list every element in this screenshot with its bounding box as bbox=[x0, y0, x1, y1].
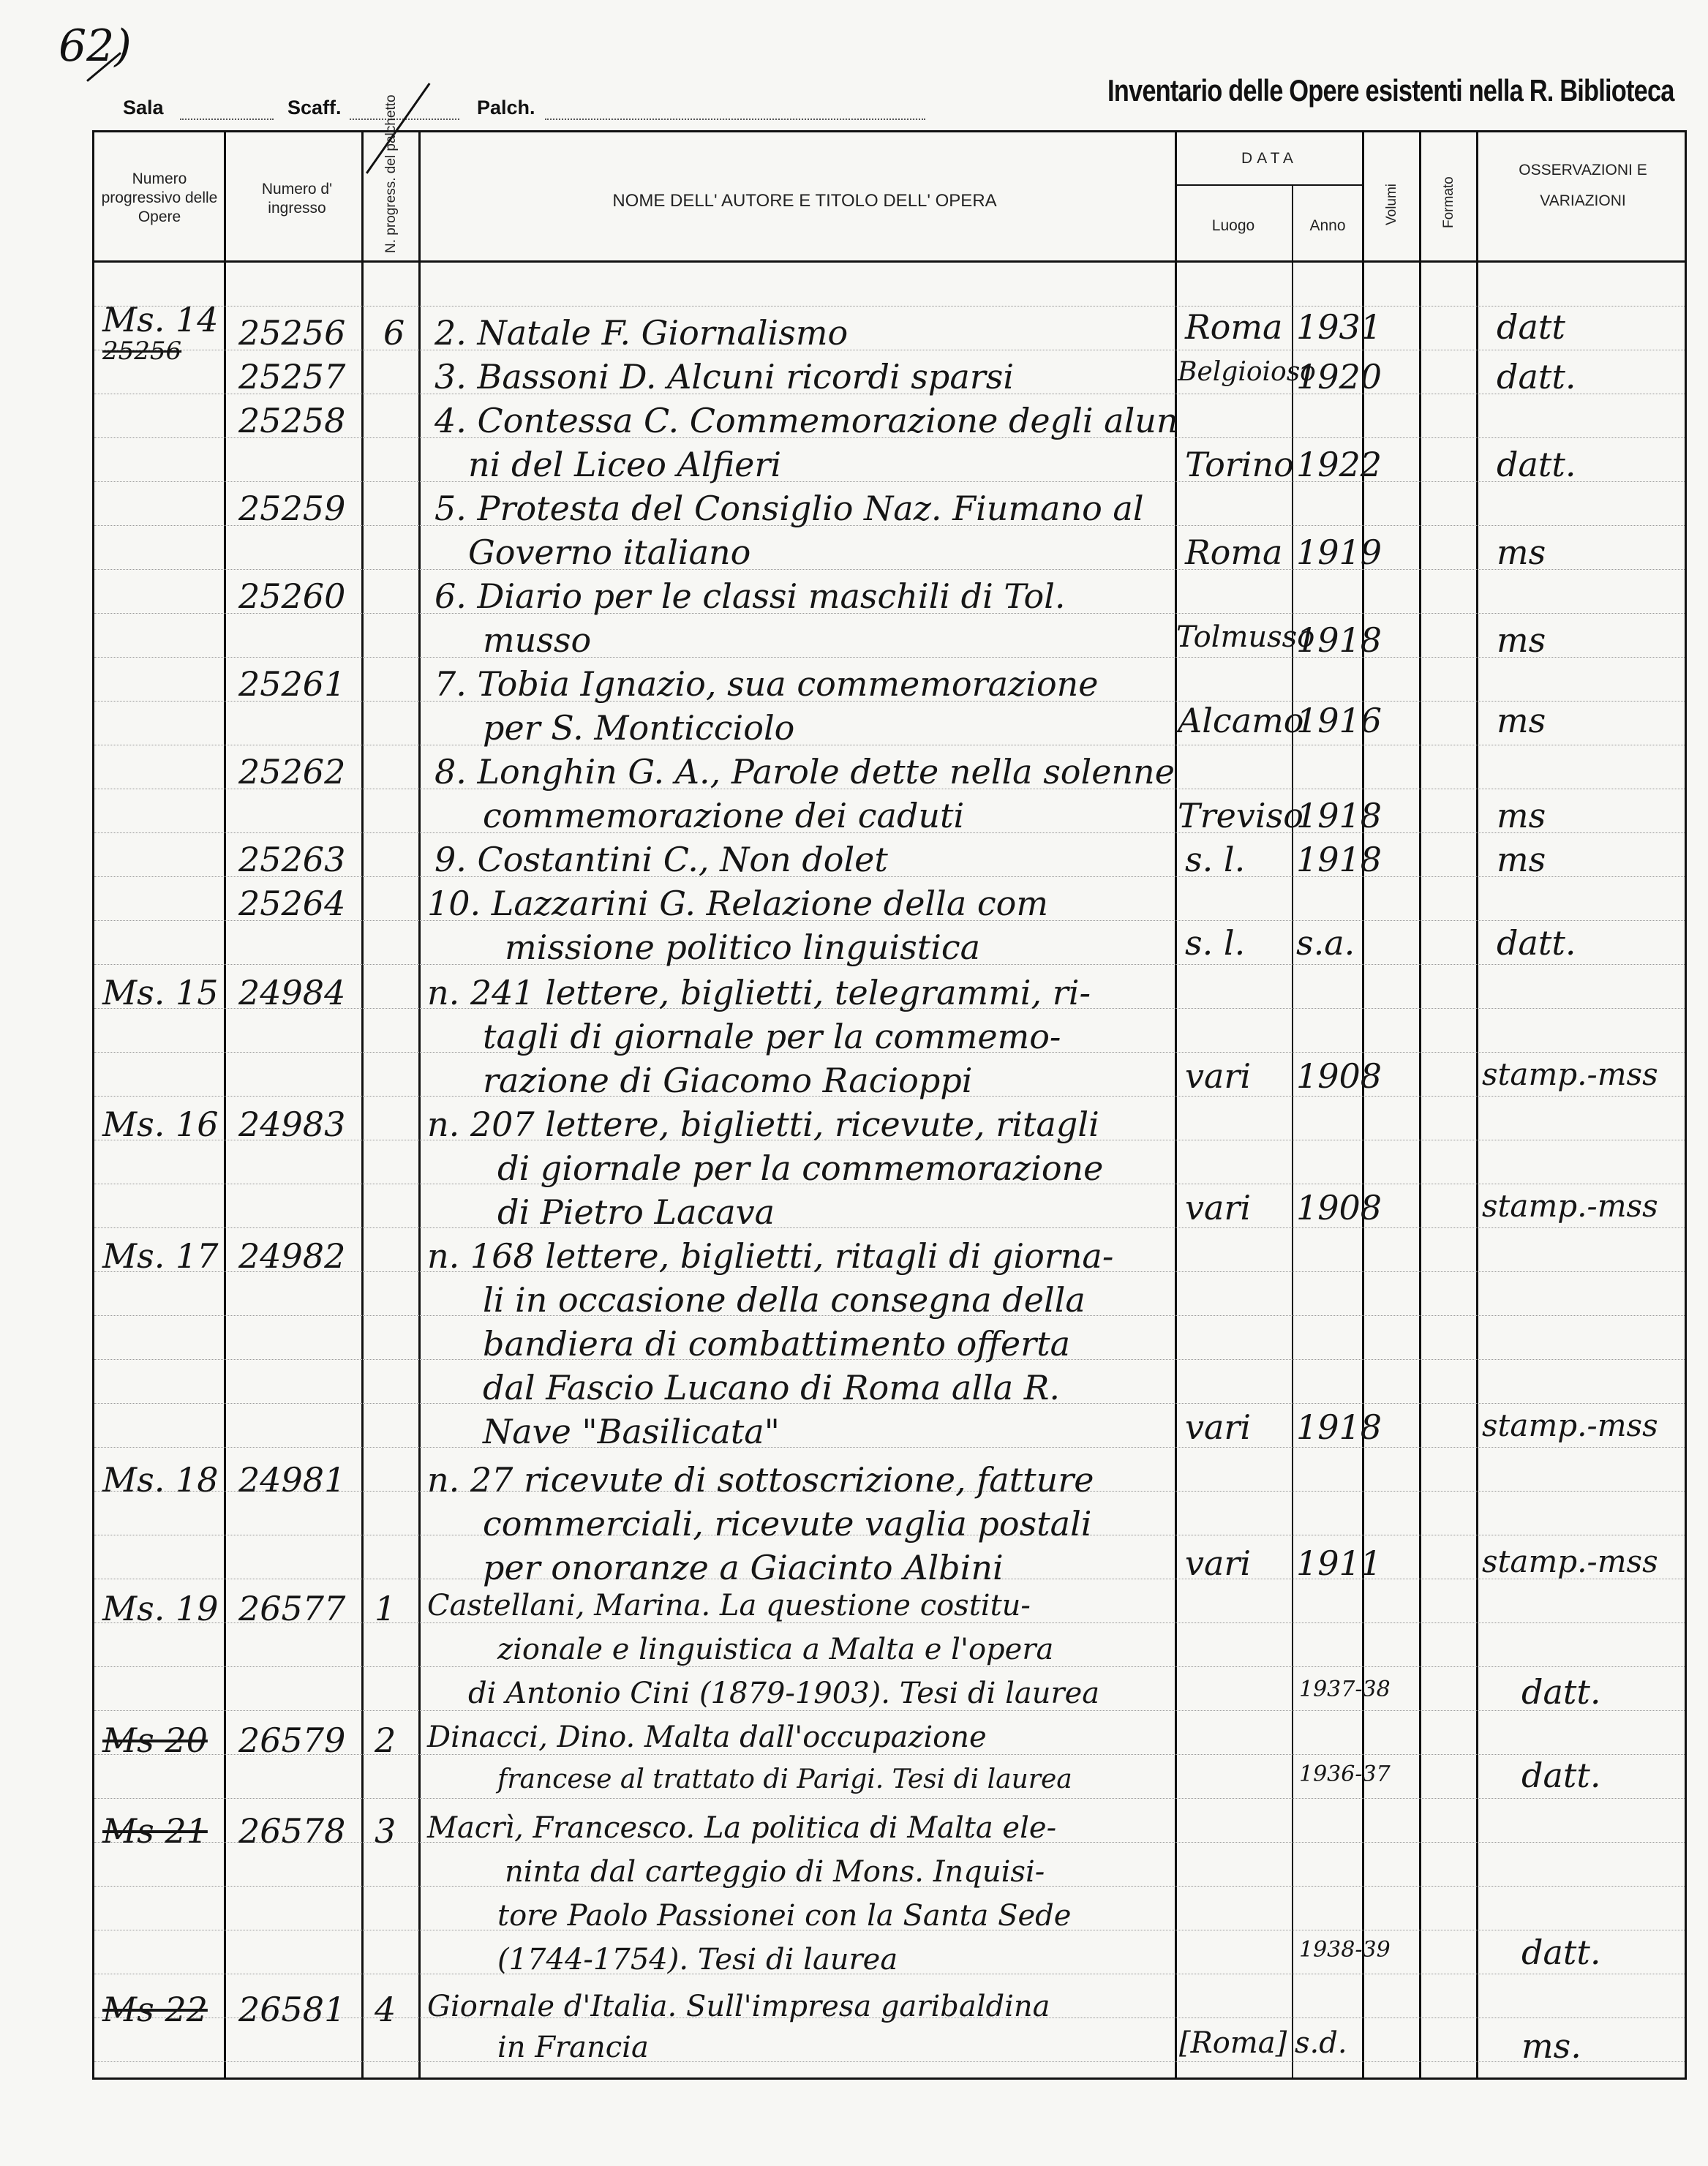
ingresso-number: 26579 bbox=[238, 1721, 346, 1760]
osservazioni-value: datt. bbox=[1497, 923, 1576, 963]
ruled-line bbox=[94, 306, 1685, 307]
title-line: 7. Tobia Ignazio, sua commemorazione bbox=[434, 664, 1099, 704]
luogo-value: vari bbox=[1185, 1407, 1252, 1447]
anno-value: 1908 bbox=[1296, 1188, 1382, 1227]
ingresso-number: 24982 bbox=[238, 1236, 346, 1276]
luogo-value: vari bbox=[1185, 1188, 1252, 1227]
title-line: per S. Monticciolo bbox=[483, 708, 795, 748]
title-line: commemorazione dei caduti bbox=[483, 796, 965, 835]
page-number: 62) bbox=[59, 20, 132, 72]
ingresso-number: 24981 bbox=[238, 1460, 346, 1500]
title-line: tagli di giornale per la commemo- bbox=[483, 1017, 1061, 1056]
ruled-line bbox=[94, 1227, 1685, 1228]
palchetto-number: 2 bbox=[375, 1721, 396, 1760]
title-line: Macrì, Francesco. La politica di Malta ele- bbox=[427, 1811, 1057, 1845]
anno-value: 1931 bbox=[1296, 307, 1382, 347]
anno-value: 1938-39 bbox=[1299, 1937, 1391, 1963]
anno-value: 1920 bbox=[1296, 357, 1382, 396]
title-line: n. 168 lettere, biglietti, ritagli di giorna- bbox=[427, 1236, 1114, 1276]
col-divider bbox=[418, 130, 421, 2080]
ruled-line bbox=[94, 569, 1685, 570]
luogo-value: Roma bbox=[1185, 307, 1283, 347]
title-line: di Antonio Cini (1879-1903). Tesi di laurea bbox=[468, 1677, 1100, 1710]
osservazioni-value: ms bbox=[1497, 701, 1546, 740]
ms-number: Ms. 17 bbox=[102, 1236, 219, 1276]
title-line: dal Fascio Lucano di Roma alla R. bbox=[483, 1368, 1061, 1407]
title-line: bandiera di combattimento offerta bbox=[483, 1324, 1071, 1364]
palchetto-number: 1 bbox=[375, 1589, 396, 1628]
title-line: li in occasione della consegna della bbox=[483, 1280, 1086, 1320]
ruled-line bbox=[94, 1447, 1685, 1448]
luogo-value: Torino bbox=[1185, 445, 1294, 484]
ruled-line bbox=[94, 1798, 1685, 1799]
ingresso-number: 25264 bbox=[238, 884, 346, 923]
title-line: Governo italiano bbox=[468, 533, 751, 572]
title-line: in Francia bbox=[497, 2031, 649, 2064]
header-nome-titolo: NOME DELL' AUTORE E TITOLO DELL' OPERA bbox=[612, 191, 997, 211]
title-line: per onoranze a Giacinto Albini bbox=[483, 1548, 1004, 1587]
luogo-value: Tolmusso bbox=[1176, 620, 1315, 654]
header-n-progress: N. progress. del palchetto bbox=[383, 94, 399, 253]
title-line: 2. Natale F. Giornalismo bbox=[434, 313, 849, 353]
osservazioni-value: datt. bbox=[1497, 357, 1576, 396]
title-line: 9. Costantini C., Non dolet bbox=[434, 840, 888, 879]
ms-number-struck: Ms 22 bbox=[102, 1990, 208, 2029]
osservazioni-value: datt bbox=[1497, 307, 1565, 347]
header-volumi: Volumi bbox=[1384, 183, 1399, 225]
osservazioni-value: datt. bbox=[1497, 445, 1576, 484]
ms-number: Ms. 18 bbox=[102, 1460, 219, 1500]
anno-value: 1911 bbox=[1296, 1543, 1382, 1583]
title-line: 10. Lazzarini G. Relazione della com bbox=[427, 884, 1048, 923]
osservazioni-value: datt. bbox=[1521, 1933, 1601, 1972]
anno-value: s.d. bbox=[1295, 2026, 1347, 2060]
title-line: n. 207 lettere, biglietti, ricevute, ritagli bbox=[427, 1105, 1099, 1144]
anno-value: s.a. bbox=[1296, 923, 1355, 963]
title-line: Giornale d'Italia. Sull'impresa garibaldina bbox=[427, 1990, 1050, 2023]
title-line: razione di Giacomo Racioppi bbox=[483, 1061, 973, 1100]
ingresso-number: 26578 bbox=[238, 1811, 346, 1851]
title-line: ni del Liceo Alfieri bbox=[468, 445, 782, 484]
title-line: n. 27 ricevute di sottoscrizione, fatture bbox=[427, 1460, 1094, 1500]
title-line: francese al trattato di Parigi. Tesi di laurea bbox=[497, 1764, 1072, 1794]
osservazioni-value: stamp.-mss bbox=[1482, 1543, 1658, 1579]
ms-number: Ms. 19 bbox=[102, 1589, 219, 1628]
header-divider bbox=[92, 260, 1687, 263]
osservazioni-value: ms. bbox=[1521, 2026, 1581, 2066]
ingresso-number: 24984 bbox=[238, 973, 346, 1012]
anno-value: 1918 bbox=[1296, 620, 1382, 660]
title-line: 5. Protesta del Consiglio Naz. Fiumano al bbox=[434, 489, 1144, 528]
osservazioni-value: ms bbox=[1497, 840, 1546, 879]
header-anno: Anno bbox=[1309, 217, 1346, 234]
ingresso-number: 25262 bbox=[238, 752, 346, 791]
header-data: DATA bbox=[1241, 150, 1298, 167]
ingresso-number: 26581 bbox=[238, 1990, 346, 2029]
ingresso-number: 25258 bbox=[238, 401, 346, 440]
title-line: 8. Longhin G. A., Parole dette nella solenne bbox=[434, 752, 1175, 791]
luogo-value: s. l. bbox=[1185, 840, 1246, 879]
osservazioni-value: stamp.-mss bbox=[1482, 1407, 1658, 1443]
luogo-value: vari bbox=[1185, 1543, 1252, 1583]
ingresso-number: 25257 bbox=[238, 357, 346, 396]
anno-value: 1936-37 bbox=[1299, 1761, 1391, 1787]
osservazioni-value: ms bbox=[1497, 796, 1546, 835]
title-line: di giornale per la commemorazione bbox=[497, 1148, 1104, 1188]
palchetto-number: 4 bbox=[375, 1990, 396, 2029]
osservazioni-value: datt. bbox=[1521, 1672, 1601, 1712]
ingresso-number: 25260 bbox=[238, 576, 346, 616]
title-line: n. 241 lettere, biglietti, telegrammi, ri- bbox=[427, 973, 1091, 1012]
anno-value: 1918 bbox=[1296, 840, 1382, 879]
ruled-line bbox=[94, 2061, 1685, 2062]
anno-value: 1908 bbox=[1296, 1056, 1382, 1096]
ruled-line bbox=[94, 1666, 1685, 1667]
title-line: Nave "Basilicata" bbox=[483, 1412, 780, 1451]
sala-field bbox=[180, 119, 274, 120]
ingresso-number: 25259 bbox=[238, 489, 346, 528]
palchetto-number: 3 bbox=[375, 1811, 396, 1851]
osservazioni-value: datt. bbox=[1521, 1756, 1601, 1795]
palchetto-number: 6 bbox=[383, 313, 405, 353]
luogo-value: s. l. bbox=[1185, 923, 1246, 963]
title-line: ninta dal carteggio di Mons. Inquisi- bbox=[505, 1855, 1045, 1889]
header-luogo: Luogo bbox=[1211, 217, 1255, 234]
anno-value: 1916 bbox=[1296, 701, 1382, 740]
title-line: 6. Diario per le classi maschili di Tol. bbox=[434, 576, 1066, 616]
ingresso-number: 26577 bbox=[238, 1589, 346, 1628]
ms-number-struck: Ms 21 bbox=[102, 1811, 208, 1851]
title-line: tore Paolo Passionei con la Santa Sede bbox=[497, 1899, 1072, 1933]
anno-value: 1918 bbox=[1296, 1407, 1382, 1447]
header-numero-progressivo: Numero progressivo delle Opere bbox=[101, 170, 218, 225]
data-subdivider bbox=[1175, 184, 1364, 186]
luogo-value: vari bbox=[1185, 1056, 1252, 1096]
osservazioni-value: stamp.-mss bbox=[1482, 1188, 1658, 1224]
ms-number-struck: Ms 20 bbox=[102, 1721, 208, 1760]
sala-label: Sala bbox=[123, 97, 164, 119]
luogo-value: Roma bbox=[1185, 533, 1283, 572]
col-divider bbox=[1362, 130, 1364, 2080]
title-line: musso bbox=[483, 620, 592, 660]
osservazioni-value: ms bbox=[1497, 533, 1546, 572]
title-line: 3. Bassoni D. Alcuni ricordi sparsi bbox=[434, 357, 1015, 396]
anno-value: 1922 bbox=[1296, 445, 1382, 484]
title-line: missione politico linguistica bbox=[505, 928, 981, 967]
osservazioni-value: stamp.-mss bbox=[1482, 1056, 1658, 1092]
title-line: zionale e linguistica a Malta e l'opera bbox=[497, 1633, 1054, 1666]
title-line: Dinacci, Dino. Malta dall'occupazione bbox=[427, 1721, 987, 1754]
luogo-value: Alcamo bbox=[1178, 701, 1304, 740]
title-line: (1744-1754). Tesi di laurea bbox=[497, 1943, 898, 1977]
scaff-label: Scaff. bbox=[287, 97, 342, 119]
luogo-value: Belgioioso bbox=[1178, 357, 1316, 387]
ingresso-number: 25256 bbox=[238, 313, 346, 353]
palch-label: Palch. bbox=[477, 97, 535, 119]
col-divider bbox=[1419, 130, 1421, 2080]
ms-number: Ms. 15 bbox=[102, 973, 219, 1012]
ms-number: Ms. 16 bbox=[102, 1105, 219, 1144]
ruled-line bbox=[94, 481, 1685, 482]
header-osservazioni: OSSERVAZIONI E VARIAZIONI bbox=[1519, 162, 1647, 209]
anno-value: 1918 bbox=[1296, 796, 1382, 835]
anno-value: 1937-38 bbox=[1299, 1677, 1391, 1702]
col-divider bbox=[361, 130, 364, 2080]
title-line: Castellani, Marina. La questione costitu- bbox=[427, 1589, 1031, 1622]
ms-number: Ms. 14 bbox=[102, 300, 219, 339]
title-line: di Pietro Lacava bbox=[497, 1192, 775, 1232]
header-numero-ingresso: Numero d' ingresso bbox=[261, 181, 333, 217]
ingresso-number: 25261 bbox=[238, 664, 346, 704]
ruled-line bbox=[94, 1710, 1685, 1711]
register-title: Inventario delle Opere esistenti nella R. Biblioteca bbox=[1107, 73, 1674, 108]
col-divider bbox=[1476, 130, 1478, 2080]
title-line: commerciali, ricevute vaglia postali bbox=[483, 1504, 1092, 1543]
ruled-line bbox=[94, 657, 1685, 658]
title-line: 4. Contessa C. Commemorazione degli alun bbox=[434, 401, 1178, 440]
luogo-value: Treviso bbox=[1178, 796, 1303, 835]
ingresso-number: 25263 bbox=[238, 840, 346, 879]
ingresso-number: 24983 bbox=[238, 1105, 346, 1144]
ms-number-struck: 25256 bbox=[102, 336, 182, 366]
anno-value: 1919 bbox=[1296, 533, 1382, 572]
col-divider bbox=[224, 130, 226, 2080]
header-formato: Formato bbox=[1441, 176, 1456, 228]
palch-field bbox=[545, 119, 925, 120]
osservazioni-value: ms bbox=[1497, 620, 1546, 660]
luogo-value: [Roma] bbox=[1179, 2026, 1287, 2060]
